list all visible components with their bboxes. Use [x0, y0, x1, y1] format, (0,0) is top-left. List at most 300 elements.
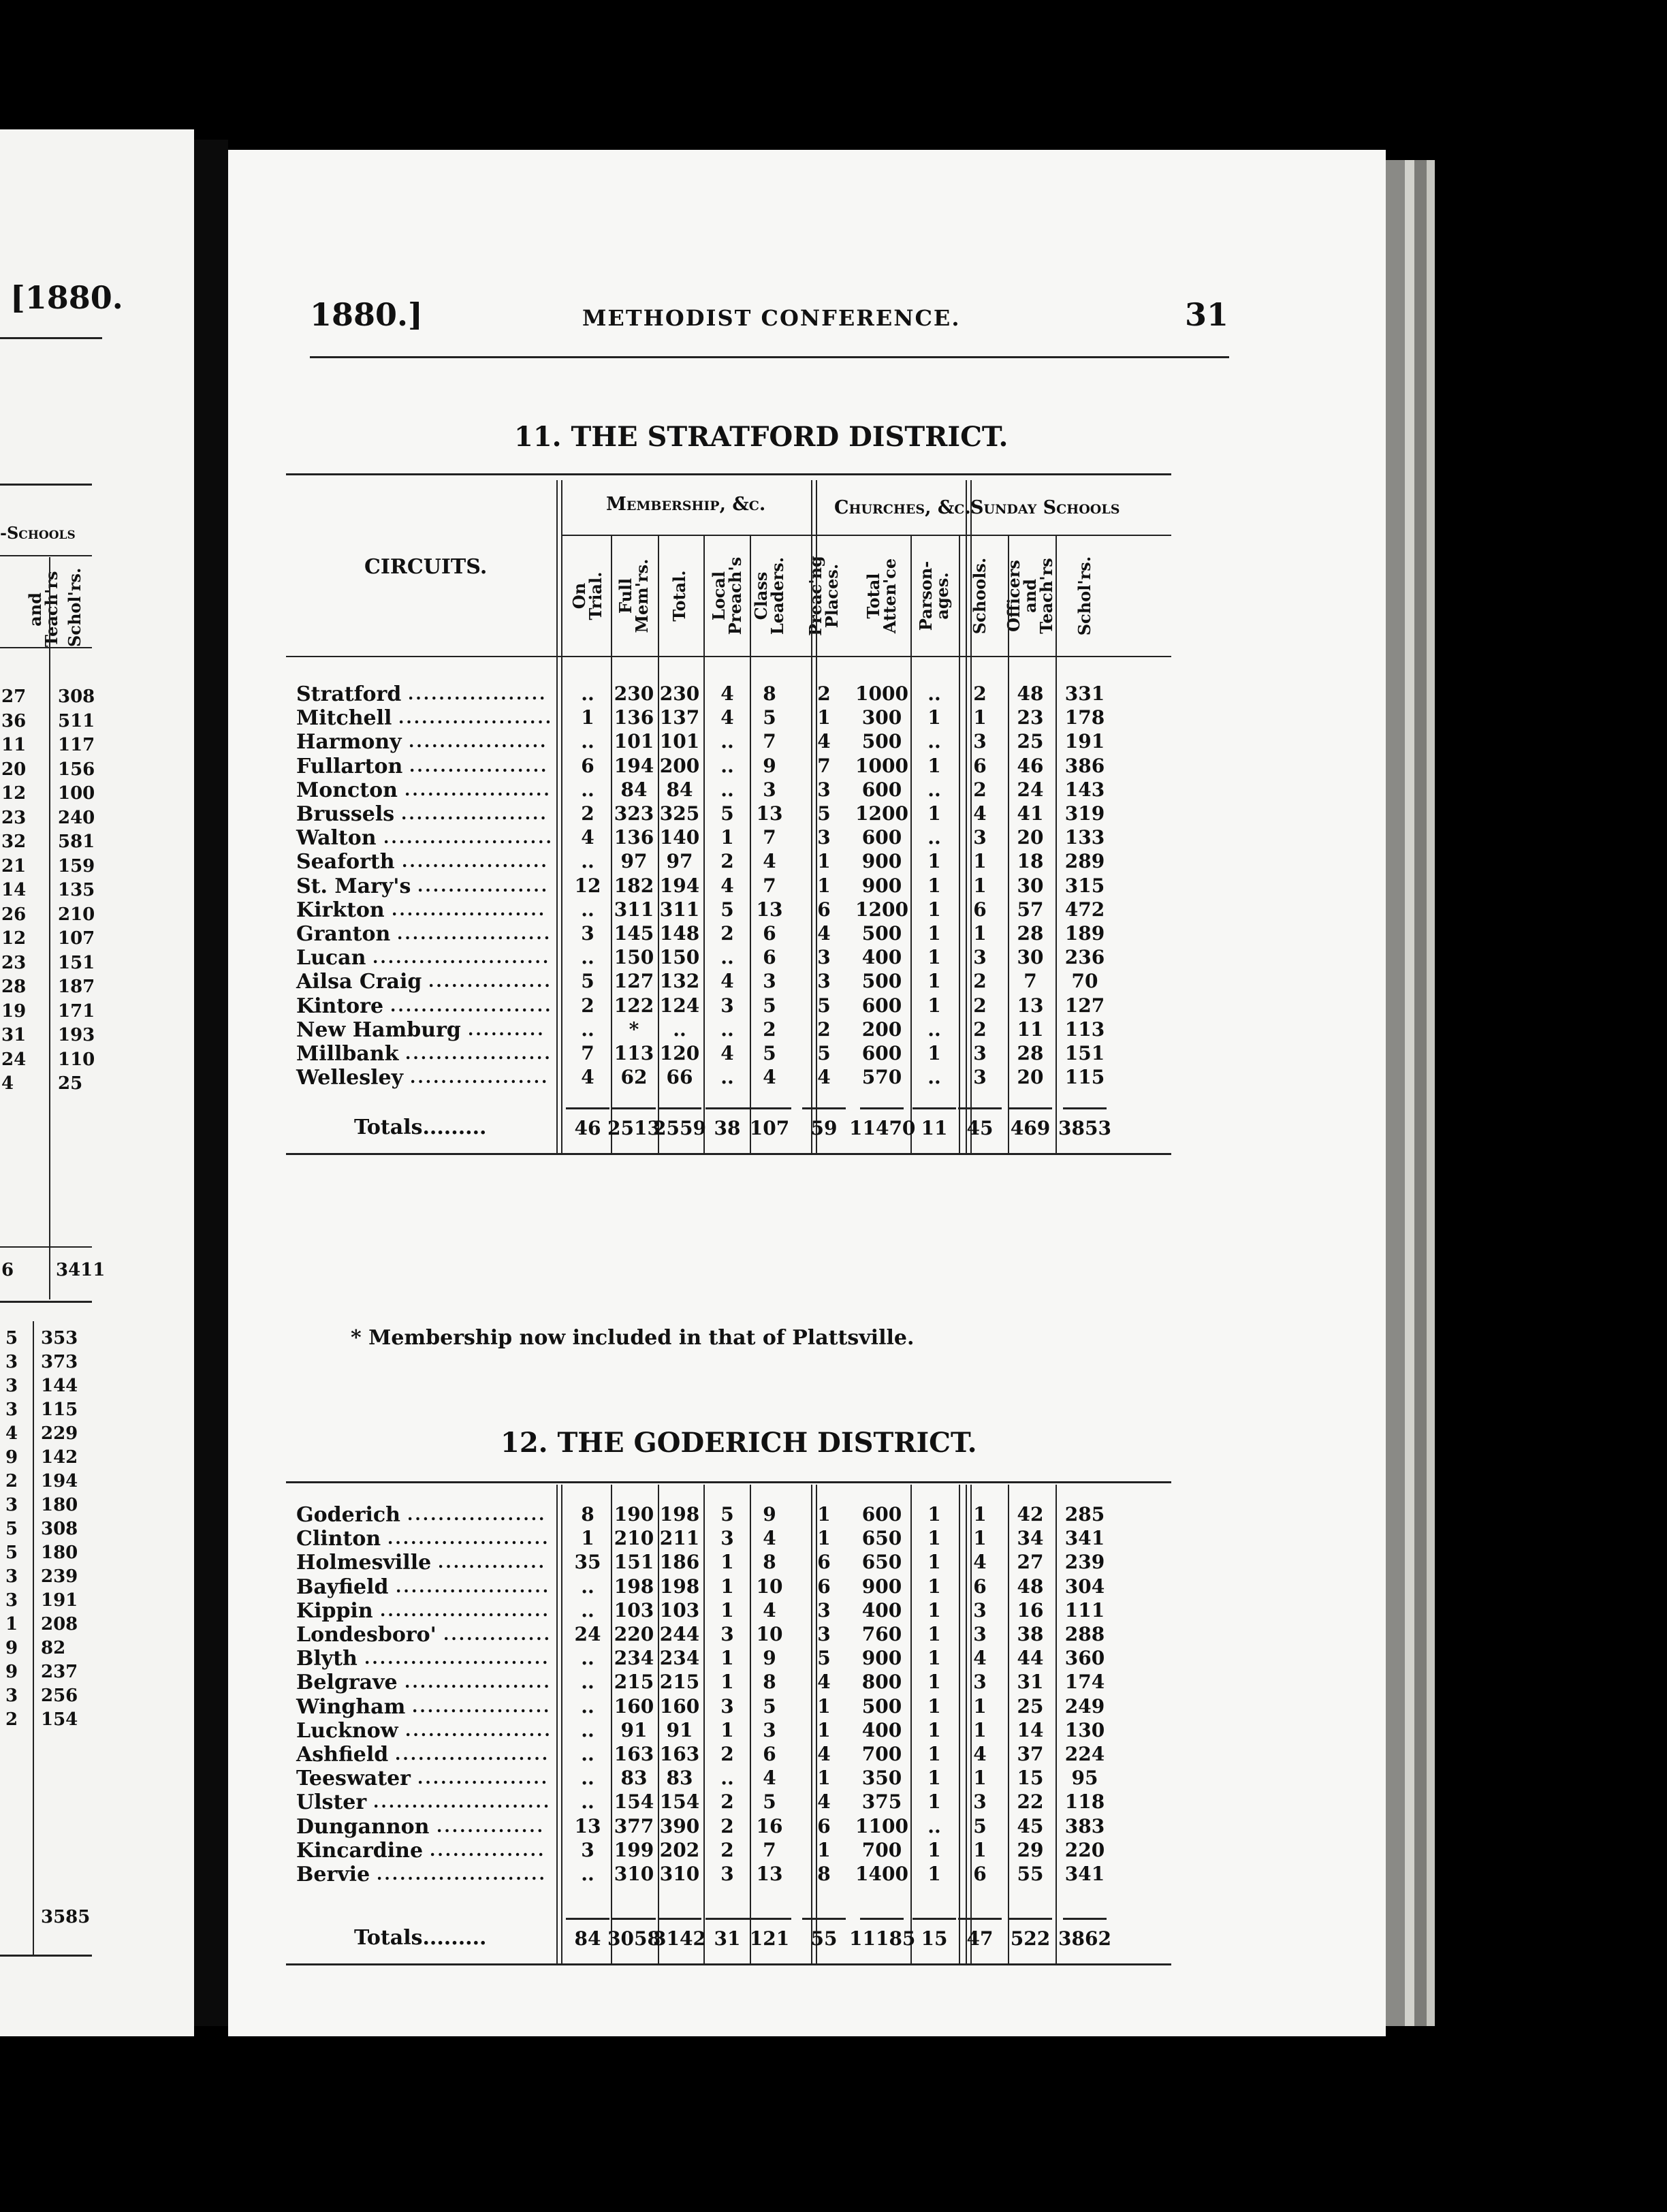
stratford-data-cell: 70 [1071, 970, 1098, 993]
goderich-data-cell: 1 [927, 1838, 941, 1861]
left-page-bottom-cell: 144 [41, 1376, 78, 1396]
stratford-data-cell: .. [927, 730, 941, 753]
goderich-data-cell: 650 [861, 1551, 902, 1574]
goderich-data-cell: 37 [1017, 1743, 1044, 1765]
goderich-data-cell: .. [581, 1598, 594, 1622]
left-page-top-cell: 4 [1, 1073, 14, 1094]
page-edges [1427, 160, 1435, 2026]
goderich-data-cell: 198 [659, 1503, 700, 1526]
stratford-data-cell: 113 [614, 1042, 654, 1064]
goderich-data-cell: 118 [1064, 1790, 1105, 1814]
stratford-data-cell: 2 [817, 682, 831, 705]
goderich-total-cell: 3058 [607, 1927, 661, 1950]
left-page-bottom-cell: 3 [5, 1686, 18, 1706]
stratford-leader-dots: ................... [404, 779, 552, 800]
stratford-data-cell: .. [927, 1017, 941, 1041]
goderich-data-cell: 5 [763, 1790, 776, 1814]
goderich-data-cell: 25 [1017, 1694, 1044, 1718]
left-page-top-cell: 32 [1, 832, 27, 852]
goderich-data-cell: 800 [861, 1671, 902, 1694]
goderich-data-cell: 6 [817, 1551, 831, 1574]
goderich-circuit-name: Bayfield [296, 1575, 389, 1599]
stratford-data-cell: 3 [720, 994, 734, 1017]
stratford-data-cell: 6 [973, 898, 987, 921]
goderich-data-cell: 83 [666, 1767, 693, 1790]
stratford-data-cell: .. [581, 682, 594, 705]
goderich-data-cell: 377 [614, 1814, 654, 1837]
left-page-bottom-cell: 3 [5, 1400, 18, 1420]
stratford-data-cell: 23 [1017, 706, 1044, 729]
column-header-label: Total Atten'ce [863, 558, 900, 634]
stratford-circuit-name: St. Mary's [296, 874, 411, 898]
goderich-data-cell: 29 [1017, 1838, 1044, 1861]
stratford-data-cell: 124 [659, 994, 700, 1017]
stratford-data-cell: 127 [1064, 994, 1105, 1017]
stratford-data-cell: 1 [927, 1042, 941, 1064]
stratford-total-cell: 2513 [607, 1117, 661, 1139]
column-header-label: Parson- ages. [916, 560, 952, 631]
goderich-data-cell: 1 [973, 1718, 987, 1741]
stratford-data-cell: .. [720, 754, 734, 777]
goderich-total-cell: 121 [749, 1927, 790, 1950]
stratford-data-cell: 6 [763, 922, 776, 945]
goderich-data-cell: 2 [720, 1790, 734, 1814]
goderich-data-cell: 1 [817, 1838, 831, 1861]
stratford-data-cell: 2 [581, 802, 594, 825]
stratford-data-cell: 4 [720, 1042, 734, 1064]
goderich-data-cell: 1 [720, 1551, 734, 1574]
stratford-data-cell: 319 [1064, 802, 1105, 825]
left-page-top-cell: 21 [1, 855, 27, 876]
stratford-circuit-name: Lucan [296, 946, 366, 970]
circuits-column-header: CIRCUITS. [364, 555, 488, 579]
goderich-data-cell: 1 [927, 1551, 941, 1574]
goderich-data-cell: 38 [1017, 1623, 1044, 1645]
goderich-circuit-name: Ashfield [296, 1743, 389, 1767]
goderich-bottom-rule [286, 1963, 1171, 1965]
stratford-sum-rule [566, 1107, 609, 1109]
left-page-top-cell: 171 [58, 1000, 95, 1022]
goderich-data-cell: 160 [659, 1694, 700, 1718]
stratford-leader-dots: ..................... [390, 995, 553, 1015]
goderich-leader-dots: ..................... [387, 1528, 550, 1549]
left-page-top-total-b: 3411 [56, 1260, 106, 1280]
goderich-data-cell: 360 [1064, 1647, 1105, 1670]
stratford-data-cell: 3 [581, 922, 594, 945]
left-page-col-scholars: Schol'rs. [65, 567, 84, 647]
goderich-data-cell: 1100 [855, 1814, 908, 1837]
left-page-group-rule [0, 555, 92, 556]
goderich-data-cell: 163 [614, 1743, 654, 1765]
stratford-leader-dots: ................ [428, 971, 552, 992]
stratford-data-cell: 236 [1064, 946, 1105, 969]
stratford-data-cell: 3 [817, 778, 831, 801]
left-page-bottom-end-rule [0, 1955, 92, 1957]
left-page-bottom-cell: 239 [41, 1566, 78, 1587]
stratford-data-cell: 132 [659, 970, 700, 993]
column-header-label: Preac'ng Places. [806, 556, 842, 636]
stratford-data-cell: 6 [763, 946, 776, 969]
stratford-data-cell: .. [581, 1017, 594, 1041]
goderich-data-cell: 186 [659, 1551, 700, 1574]
goderich-data-cell: .. [581, 1718, 594, 1741]
left-page-bottom-cell: 2 [5, 1709, 18, 1730]
stratford-data-cell: 1200 [855, 802, 908, 825]
stratford-data-cell: 4 [720, 682, 734, 705]
goderich-data-cell: 341 [1064, 1527, 1105, 1550]
stratford-data-cell: .. [927, 826, 941, 849]
stratford-leader-dots: .................. [408, 684, 547, 704]
stratford-data-cell: 113 [1064, 1017, 1105, 1041]
goderich-data-cell: 174 [1064, 1671, 1105, 1694]
goderich-leader-dots: ....................... [373, 1792, 552, 1812]
stratford-data-cell: 133 [1064, 826, 1105, 849]
goderich-data-cell: 3 [973, 1790, 987, 1814]
goderich-circuit-name: Clinton [296, 1527, 381, 1551]
goderich-sum-rule [612, 1918, 656, 1920]
stratford-data-cell: 2 [973, 994, 987, 1017]
stratford-data-cell: 151 [1064, 1042, 1105, 1064]
stratford-sum-rule [1063, 1107, 1107, 1109]
stratford-data-cell: 8 [763, 682, 776, 705]
stratford-data-cell: 1 [973, 874, 987, 897]
goderich-circuit-name: Dungannon [296, 1814, 430, 1839]
goderich-data-cell: 202 [659, 1838, 700, 1861]
stratford-data-cell: 2 [720, 922, 734, 945]
left-page-bottom-cell: 229 [41, 1423, 78, 1444]
goderich-data-cell: 48 [1017, 1575, 1044, 1598]
goderich-data-cell: 190 [614, 1503, 654, 1526]
stratford-circuit-name: Stratford [296, 682, 402, 706]
goderich-data-cell: 1 [817, 1718, 831, 1741]
stratford-data-cell: 1 [973, 706, 987, 729]
page-edges [1386, 160, 1405, 2026]
stratford-circuit-name: Walton [296, 826, 377, 851]
left-page-top-cell: 193 [58, 1025, 95, 1045]
stratford-data-cell: 4 [720, 706, 734, 729]
stratford-data-cell: 5 [817, 994, 831, 1017]
stratford-data-cell: * [629, 1017, 639, 1041]
stratford-data-cell: 570 [861, 1066, 902, 1089]
goderich-data-cell: 285 [1064, 1503, 1105, 1526]
goderich-circuit-name: Londesboro' [296, 1623, 436, 1647]
stratford-data-cell: 4 [720, 874, 734, 897]
goderich-data-cell: 1 [973, 1527, 987, 1550]
left-page-bottom-cell: 82 [41, 1638, 66, 1658]
stratford-data-cell: 1 [581, 706, 594, 729]
group-header-sunday-schools: Sunday Schools [970, 497, 1120, 518]
stratford-data-cell: 48 [1017, 682, 1044, 705]
stratford-data-cell: 311 [614, 898, 654, 921]
column-header-label: Class Leaders. [751, 556, 787, 635]
left-page-top-total-a: 6 [1, 1260, 14, 1280]
stratford-data-cell: 66 [666, 1066, 693, 1089]
stratford-data-cell: 1 [927, 874, 941, 897]
goderich-data-cell: 154 [659, 1790, 700, 1814]
goderich-data-cell: 4 [973, 1647, 987, 1670]
stratford-data-cell: 311 [659, 898, 700, 921]
stratford-data-cell: 4 [817, 730, 831, 753]
group-header-churches: Churches, &c. [834, 497, 971, 518]
stratford-data-cell: 7 [1023, 970, 1037, 993]
stratford-sum-rule [705, 1107, 749, 1109]
goderich-data-cell: 14 [1017, 1718, 1044, 1741]
stratford-data-cell: 230 [614, 682, 654, 705]
stratford-data-cell: 11 [1017, 1017, 1044, 1041]
left-page-bottom-cell: 194 [41, 1471, 78, 1491]
goderich-data-cell: .. [927, 1814, 941, 1837]
stratford-data-cell: 97 [620, 850, 648, 873]
stratford-data-cell: 600 [861, 994, 902, 1017]
left-page-top-cell: 308 [58, 686, 95, 707]
goderich-circuit-name: Goderich [296, 1503, 400, 1527]
stratford-data-cell: 4 [817, 1066, 831, 1089]
goderich-circuit-name: Holmesville [296, 1551, 432, 1575]
goderich-sum-rule [705, 1918, 749, 1920]
goderich-data-cell: 154 [614, 1790, 654, 1814]
goderich-circuit-name: Teeswater [296, 1767, 411, 1791]
stratford-data-cell: 200 [659, 754, 700, 777]
stratford-data-cell: 2 [763, 1017, 776, 1041]
goderich-total-cell: 31 [714, 1927, 741, 1950]
stratford-sum-rule [802, 1107, 846, 1109]
left-page-top-cell: 187 [58, 977, 95, 997]
goderich-data-cell: 1 [927, 1718, 941, 1741]
goderich-data-cell: 13 [574, 1814, 601, 1837]
stratford-data-cell: 500 [861, 922, 902, 945]
goderich-data-cell: 35 [574, 1551, 601, 1574]
stratford-data-cell: 182 [614, 874, 654, 897]
goderich-data-cell: 3 [720, 1863, 734, 1885]
goderich-data-cell: 83 [620, 1767, 648, 1790]
goderich-data-cell: 3 [720, 1694, 734, 1718]
stratford-data-cell: 289 [1064, 850, 1105, 873]
goderich-leader-dots: ........................ [364, 1648, 550, 1669]
goderich-data-cell: 350 [861, 1767, 902, 1790]
left-page-top-cell: 107 [58, 928, 95, 949]
goderich-total-cell: 55 [810, 1927, 838, 1950]
goderich-data-cell: 3 [817, 1623, 831, 1645]
goderich-leader-dots: .............. [438, 1552, 546, 1573]
goderich-data-cell: 1 [817, 1694, 831, 1718]
stratford-data-cell: 5 [720, 898, 734, 921]
goderich-circuit-name: Bervie [296, 1863, 370, 1886]
goderich-data-cell: 31 [1017, 1671, 1044, 1694]
left-page-top-cell: 581 [58, 832, 95, 852]
left-page-top-cell: 28 [1, 977, 27, 997]
goderich-data-cell: 1 [927, 1575, 941, 1598]
stratford-data-cell: 140 [659, 826, 700, 849]
left-page-bottom-cell: 5 [5, 1519, 18, 1539]
goderich-total-cell: 47 [966, 1927, 994, 1950]
left-page-bottom-cell: 2 [5, 1471, 18, 1491]
stratford-data-cell: 28 [1017, 1042, 1044, 1064]
goderich-data-cell: 22 [1017, 1790, 1044, 1814]
stratford-total-cell: 469 [1010, 1117, 1051, 1139]
left-page-table-rule [0, 484, 92, 486]
left-page-top-cell: 151 [58, 952, 95, 973]
stratford-data-cell: 6 [817, 898, 831, 921]
goderich-data-cell: 6 [973, 1863, 987, 1885]
stratford-data-cell: .. [927, 682, 941, 705]
left-page-top-cell: 31 [1, 1025, 27, 1045]
goderich-data-cell: 650 [861, 1527, 902, 1550]
goderich-data-cell: 1 [927, 1623, 941, 1645]
goderich-data-cell: 224 [1064, 1743, 1105, 1765]
goderich-leader-dots: .............. [436, 1816, 545, 1836]
goderich-data-cell: 10 [756, 1575, 783, 1598]
stratford-data-cell: 30 [1017, 874, 1044, 897]
goderich-data-cell: 5 [973, 1814, 987, 1837]
goderich-data-cell: 234 [614, 1647, 654, 1670]
stratford-circuit-name: New Hamburg [296, 1017, 461, 1042]
goderich-leader-dots: ............... [430, 1839, 546, 1860]
goderich-data-cell: 900 [861, 1647, 902, 1670]
goderich-leader-dots: ...................... [377, 1864, 547, 1884]
left-page-top-cell: 159 [58, 855, 95, 876]
goderich-circuit-name: Kincardine [296, 1838, 424, 1863]
goderich-data-cell: 1 [927, 1767, 941, 1790]
stratford-total-cell: 38 [714, 1117, 741, 1139]
goderich-data-cell: 5 [817, 1647, 831, 1670]
left-page-bottom-cell: 4 [5, 1423, 18, 1444]
stratford-data-cell: 1 [927, 946, 941, 969]
left-page-bottom-cell: 3 [5, 1495, 18, 1515]
stratford-total-cell: 107 [749, 1117, 790, 1139]
stratford-data-cell: 150 [614, 946, 654, 969]
stratford-data-cell: .. [720, 730, 734, 753]
goderich-data-cell: 310 [659, 1863, 700, 1885]
stratford-data-cell: 7 [581, 1042, 594, 1064]
goderich-data-cell: 1 [973, 1838, 987, 1861]
stratford-data-cell: 7 [817, 754, 831, 777]
stratford-data-cell: 7 [763, 874, 776, 897]
stratford-data-cell: 148 [659, 922, 700, 945]
stratford-data-cell: 150 [659, 946, 700, 969]
book-spine [194, 140, 228, 2026]
goderich-data-cell: 1 [720, 1598, 734, 1622]
stratford-sum-rule [612, 1107, 656, 1109]
goderich-sum-rule [748, 1918, 791, 1920]
goderich-sum-rule [802, 1918, 846, 1920]
stratford-sum-rule [748, 1107, 791, 1109]
goderich-data-cell: .. [720, 1767, 734, 1790]
stratford-total-cell: 59 [810, 1117, 838, 1139]
stratford-data-cell: 3 [973, 1066, 987, 1089]
stratford-data-cell: 120 [659, 1042, 700, 1064]
goderich-data-cell: 211 [659, 1527, 700, 1550]
goderich-data-cell: 163 [659, 1743, 700, 1765]
stratford-leader-dots: ....................... [372, 947, 551, 968]
stratford-top-rule [286, 473, 1171, 475]
goderich-data-cell: 9 [763, 1503, 776, 1526]
stratford-sum-rule [958, 1107, 1002, 1109]
stratford-data-cell: 143 [1064, 778, 1105, 801]
goderich-data-cell: 8 [763, 1551, 776, 1574]
goderich-data-cell: 6 [817, 1814, 831, 1837]
goderich-data-cell: 1 [927, 1527, 941, 1550]
stratford-data-cell: 4 [763, 1066, 776, 1089]
stratford-data-cell: 62 [620, 1066, 648, 1089]
goderich-data-cell: 1 [927, 1503, 941, 1526]
goderich-data-cell: 5 [720, 1503, 734, 1526]
left-page-top-cell: 19 [1, 1000, 27, 1022]
goderich-data-cell: 700 [861, 1838, 902, 1861]
left-page-bottom-cell: 3 [5, 1566, 18, 1587]
stratford-data-cell: 4 [973, 802, 987, 825]
goderich-data-cell: 2 [720, 1814, 734, 1837]
goderich-data-cell: 91 [666, 1718, 693, 1741]
stratford-data-cell: 20 [1017, 1066, 1044, 1089]
goderich-data-cell: 4 [817, 1671, 831, 1694]
stratford-data-cell: 1 [973, 850, 987, 873]
stratford-circuit-name: Seaforth [296, 850, 395, 874]
stratford-circuit-name: Ailsa Craig [296, 970, 422, 994]
stratford-data-cell: 194 [659, 874, 700, 897]
stratford-circuit-name: Granton [296, 922, 391, 946]
goderich-data-cell: 1 [973, 1694, 987, 1718]
left-page-bottom-cell: 9 [5, 1638, 18, 1658]
left-page-bottom-cell: 191 [41, 1590, 78, 1611]
goderich-sum-rule [1063, 1918, 1107, 1920]
goderich-data-cell: 4 [817, 1790, 831, 1814]
goderich-data-cell: 45 [1017, 1814, 1044, 1837]
book-page [228, 150, 1386, 2036]
stratford-data-cell: 7 [763, 826, 776, 849]
goderich-sum-rule [958, 1918, 1002, 1920]
stratford-circuit-name: Harmony [296, 730, 402, 755]
goderich-data-cell: 2 [720, 1838, 734, 1861]
stratford-data-cell: 46 [1017, 754, 1044, 777]
stratford-leader-dots: .................. [409, 755, 549, 776]
stratford-data-cell: 178 [1064, 706, 1105, 729]
stratford-data-cell: 1 [927, 898, 941, 921]
stratford-data-cell: 2 [973, 970, 987, 993]
stratford-data-cell: 331 [1064, 682, 1105, 705]
left-page-bottom-cell: 142 [41, 1447, 78, 1468]
goderich-data-cell: 760 [861, 1623, 902, 1645]
left-page-column-divider [49, 557, 50, 1299]
left-page-bottom-cell: 208 [41, 1614, 78, 1634]
goderich-data-cell: 1 [927, 1790, 941, 1814]
stratford-data-cell: 3 [817, 946, 831, 969]
stratford-data-cell: 25 [1017, 730, 1044, 753]
page-number: 31 [1185, 296, 1229, 333]
stratford-data-cell: .. [673, 1017, 686, 1041]
stratford-data-cell: 137 [659, 706, 700, 729]
running-head-title: METHODIST CONFERENCE. [582, 305, 961, 331]
column-header-label: On Trial. [569, 571, 605, 620]
stratford-data-cell: 136 [614, 826, 654, 849]
goderich-data-cell: 4 [763, 1527, 776, 1550]
goderich-data-cell: .. [581, 1694, 594, 1718]
goderich-data-cell: 6 [817, 1575, 831, 1598]
stratford-leader-dots: ...................... [383, 827, 554, 848]
goderich-data-cell: 130 [1064, 1718, 1105, 1741]
left-page-top-cell: 156 [58, 759, 95, 780]
goderich-data-cell: .. [581, 1790, 594, 1814]
goderich-data-cell: 500 [861, 1694, 902, 1718]
stratford-data-cell: 12 [574, 874, 601, 897]
goderich-data-cell: 103 [659, 1598, 700, 1622]
stratford-data-cell: 20 [1017, 826, 1044, 849]
stratford-data-cell: 315 [1064, 874, 1105, 897]
goderich-data-cell: 600 [861, 1503, 902, 1526]
goderich-leader-dots: ................... [404, 1672, 552, 1692]
stratford-footnote: * Membership now included in that of Plattsville. [351, 1326, 915, 1350]
stratford-data-cell: 3 [763, 970, 776, 993]
left-page-top-cell: 117 [58, 735, 95, 755]
